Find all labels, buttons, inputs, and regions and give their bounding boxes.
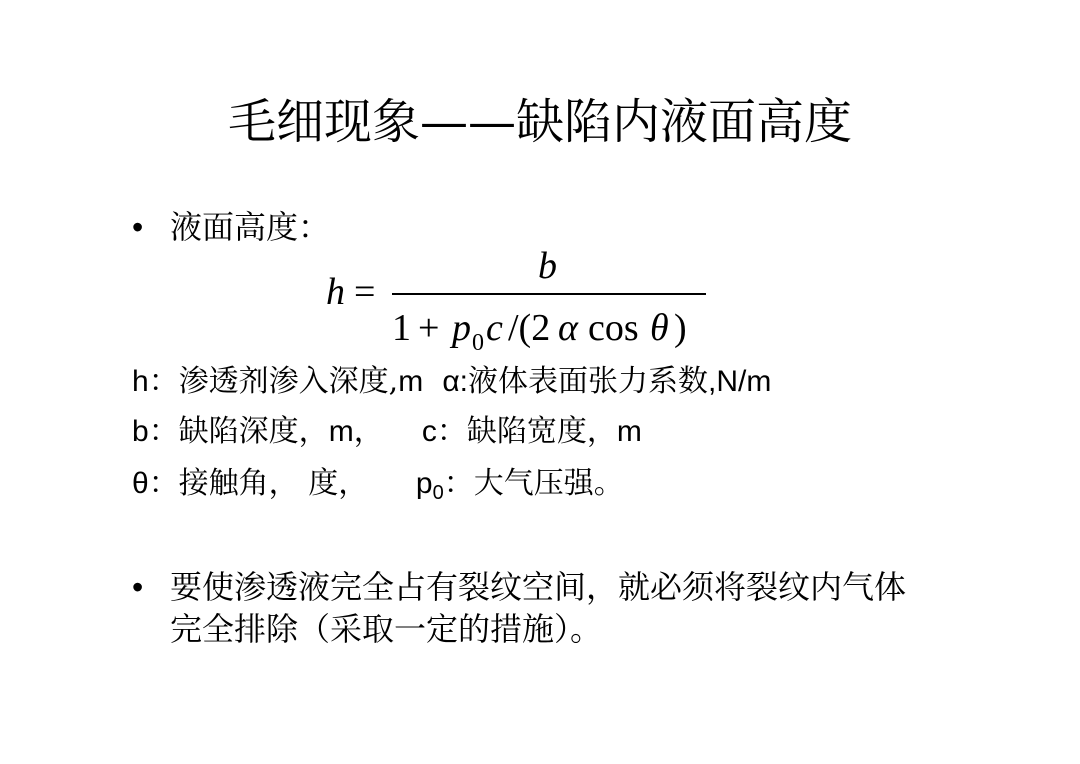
bullet-marker: • (132, 569, 144, 605)
unit-alpha: ,N/m (708, 365, 772, 398)
formula-equals: = (354, 271, 376, 313)
unit-theta: 度， (308, 466, 369, 501)
symbol-p: p (415, 467, 433, 500)
symbol-h: h (132, 365, 149, 398)
formula-den-close: ) (674, 307, 687, 349)
formula-den-slash-open: /(2 (508, 307, 551, 349)
definition-line-b-c (132, 412, 642, 452)
unit-h: m (398, 365, 424, 398)
separator-b: ， (353, 414, 384, 449)
bullet-marker: • (132, 209, 144, 245)
definition-b: ：缺陷深度， (148, 414, 329, 449)
symbol-b: b (132, 415, 149, 448)
definition-theta: ：接触角， (148, 466, 299, 501)
formula-numerator: b (538, 245, 557, 287)
formula-den-alpha: α (558, 307, 578, 349)
definition-c: ：缺陷宽度， (436, 414, 617, 449)
slide-title: 毛细现象——缺陷内液面高度 (227, 94, 852, 150)
formula-lhs: h (326, 271, 345, 313)
definition-alpha: 液体表面张力系数 (468, 364, 708, 399)
formula-den-one: 1 (392, 307, 411, 349)
bullet-item-liquid-height (132, 206, 330, 248)
definition-p: ：大气压强。 (443, 466, 624, 501)
symbol-p-subscript: 0 (432, 482, 444, 504)
formula-den-theta: θ (650, 307, 669, 349)
formula-svg (320, 244, 720, 364)
symbol-theta: θ (132, 467, 149, 500)
definition-line-h-alpha (132, 362, 771, 402)
formula-den-p: p (452, 307, 471, 349)
symbol-c: c (421, 415, 437, 448)
formula-den-c: c (486, 307, 503, 349)
formula-den-plus: + (418, 307, 440, 349)
bullet-text: 液面高度： (170, 208, 331, 246)
formula-den-cos: cos (588, 307, 639, 349)
formula-den-p-sub: 0 (472, 330, 484, 356)
capillary-height-formula (320, 244, 720, 364)
unit-c: m (616, 415, 642, 448)
bullet-item-remove-gas (132, 566, 910, 650)
unit-b: m (328, 415, 354, 448)
bullet-text: 要使渗透液完全占有裂纹空间，就必须将裂纹内气体完全排除（采取一定的措施）。 (170, 568, 907, 648)
definition-h: ：渗透剂渗入深度, (148, 364, 399, 399)
symbol-alpha: α: (442, 365, 468, 398)
definition-line-theta-p (132, 464, 624, 513)
